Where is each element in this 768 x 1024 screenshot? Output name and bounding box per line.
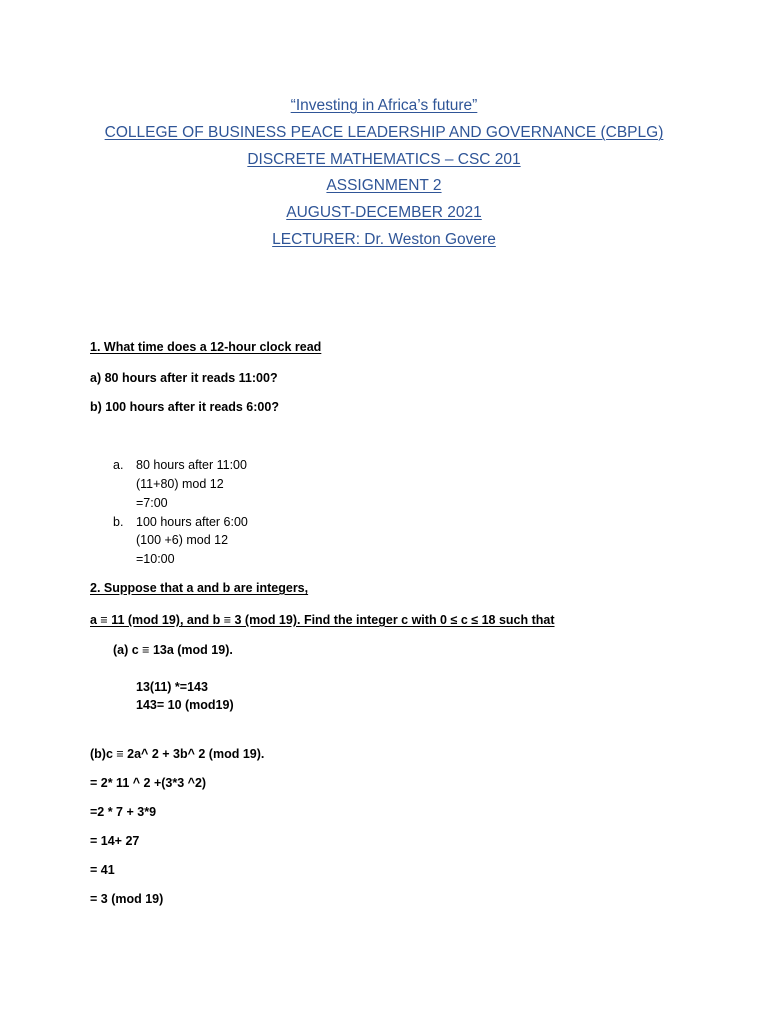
answer-line: (11+80) mod 12 xyxy=(136,477,224,491)
answer-marker-b: b. xyxy=(113,515,124,529)
question-1b: b) 100 hours after it reads 6:00? xyxy=(90,400,279,414)
answer-line: = 2* 11 ^ 2 +(3*3 ^2) xyxy=(90,776,207,790)
question-2a: (a) c ≡ 13a (mod 19). xyxy=(113,643,233,657)
answer-line: 100 hours after 6:00 xyxy=(136,515,248,529)
answer-line: = 14+ 27 xyxy=(90,834,140,848)
question-2-condition: a ≡ 11 (mod 19), and b ≡ 3 (mod 19). Find the integer c with 0 ≤ c ≤ 18 such that xyxy=(90,613,555,627)
term: AUGUST-DECEMBER 2021 xyxy=(286,204,482,221)
answer-line: 80 hours after 11:00 xyxy=(136,458,247,472)
answer-marker-a: a. xyxy=(113,458,124,472)
assignment-title: ASSIGNMENT 2 xyxy=(326,177,442,194)
answer-line: =2 * 7 + 3*9 xyxy=(90,805,157,819)
question-2: 2. Suppose that a and b are integers, xyxy=(90,581,309,595)
answer-line: = 41 xyxy=(90,863,115,877)
question-1a: a) 80 hours after it reads 11:00? xyxy=(90,371,278,385)
answer-line: =10:00 xyxy=(136,552,175,566)
motto: “Investing in Africa’s future” xyxy=(290,97,478,114)
answer-line: = 3 (mod 19) xyxy=(90,892,164,906)
question-2b: (b)c ≡ 2a^ 2 + 3b^ 2 (mod 19). xyxy=(90,747,265,761)
lecturer: LECTURER: Dr. Weston Govere xyxy=(272,231,496,248)
answer-line: =7:00 xyxy=(136,496,168,510)
course-title: DISCRETE MATHEMATICS – CSC 201 xyxy=(247,151,521,168)
answer-line: 143= 10 (mod19) xyxy=(136,698,234,712)
answer-line: 13(11) *=143 xyxy=(136,680,208,694)
question-1: 1. What time does a 12-hour clock read xyxy=(90,340,322,354)
answer-line: (100 +6) mod 12 xyxy=(136,533,229,547)
college-name: COLLEGE OF BUSINESS PEACE LEADERSHIP AND GOVERNANCE (CBPLG) xyxy=(104,124,664,141)
